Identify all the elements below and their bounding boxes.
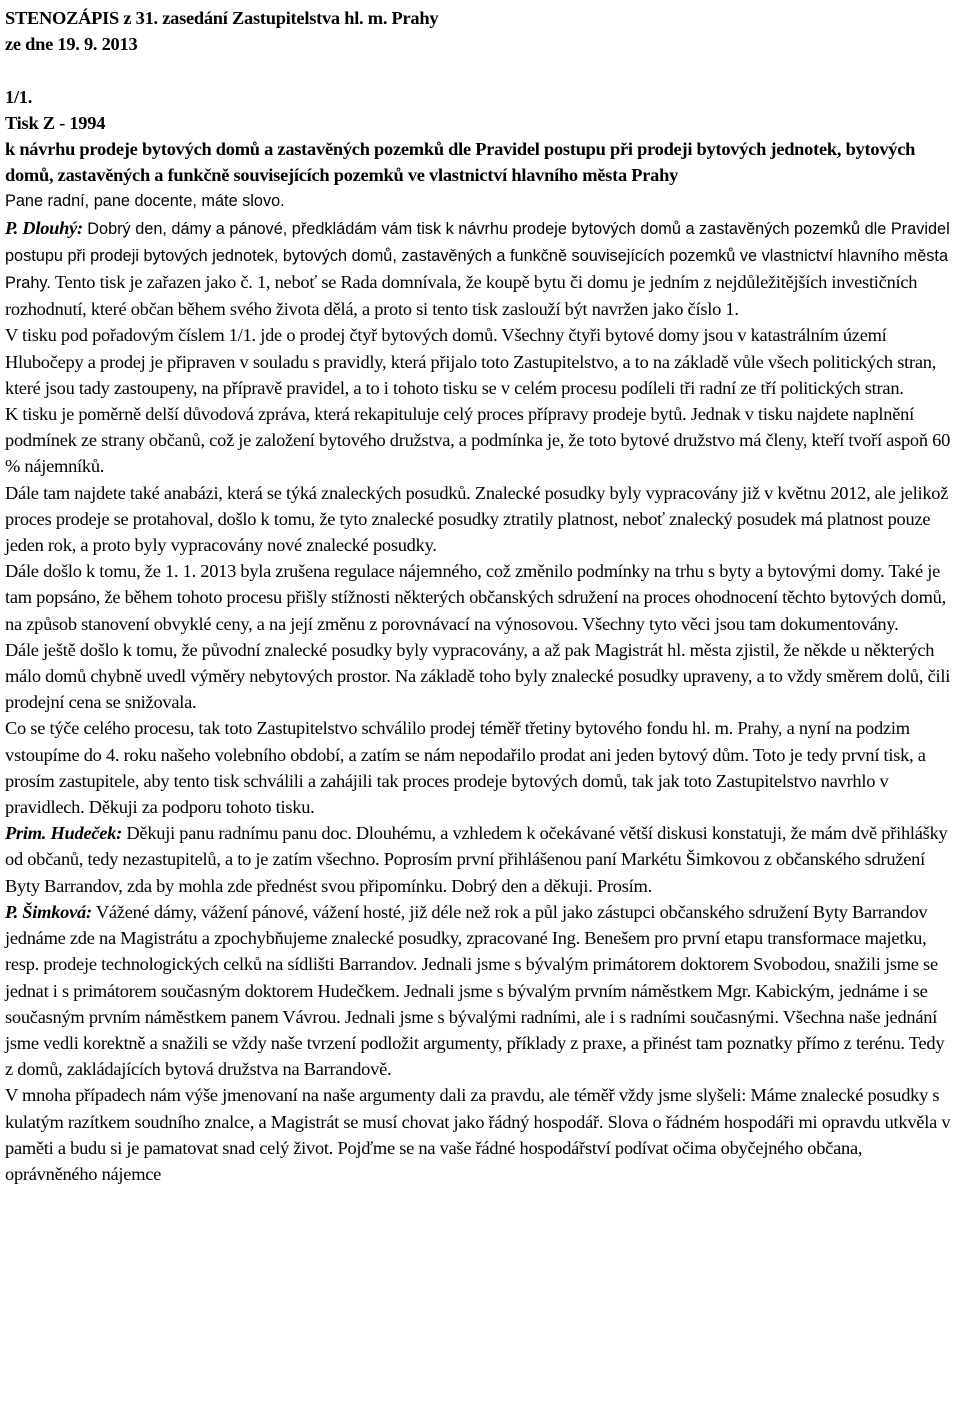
speech-paragraph: Co se týče celého procesu, tak toto Zastupitelstvo schválilo prodej téměř třetiny bytového fondu hl. m. Prahy, a nyní na podzim vstoupíme do 4. roku našeho volebního období, a zatím se nám nepodařilo prodat ani jeden bytový dům. Toto je tedy první tisk, a prosím zastupitele, aby tento tisk schválili a zahájili tak proces prodeje bytových domů, tak jak toto Zastupitelstvo navrhlo v pravidlech. Děkuji za podporu tohoto tisku. bbox=[5, 718, 926, 818]
speech-simkova-text bbox=[5, 899, 954, 1082]
agenda-item bbox=[5, 84, 954, 189]
speech-hudecek bbox=[5, 820, 954, 899]
speaker-name: Prim. Hudeček: bbox=[5, 823, 123, 844]
speech-paragraph: Dále tam najdete také anabázi, která se týká znaleckých posudků. Znalecké posudky byly vypracovány již v květnu 2012, ale jelikož proces prodeje se protahoval, došlo k tomu, že tyto znalecké posudky ztratily platnost, neboť znalecký posudek má platnost pouze jeden rok, a proto byly vypracovány nové znalecké posudky. bbox=[5, 482, 949, 556]
spacer bbox=[5, 57, 954, 83]
speech-hudecek-text bbox=[5, 820, 954, 899]
speech-paragraph: V mnoha případech nám výše jmenovaní na naše argumenty dali za pravdu, ale téměř vždy jsme slyšeli: Máme znalecké posudky s kulatým razítkem soudního znalce, a Magistrát se musí chovat jako řádný hospodář. Slova o řádném hospodáři mi opravdu utkvěla v paměti a budu si je pamatovat snad celý život. Pojďme se na vaše řádné hospodářství podívat očima obyčejného občana, oprávněného nájemce bbox=[5, 1085, 951, 1184]
chair-intro: Pane radní, pane docente, máte slovo. bbox=[5, 192, 285, 211]
speech-simkova bbox=[5, 899, 954, 1187]
speech-text: Tento tisk je zařazen jako č. 1, neboť se Rada domnívala, že koupě bytu či domu je jedním z nejdůležitějších investičních rozhodnutí, které občan během svého života dělá, a proto si tento tisk zaslouží být navržen jako číslo 1. bbox=[5, 272, 918, 320]
speech-dlouhy bbox=[5, 215, 954, 821]
speech-paragraph: Dále došlo k tomu, že 1. 1. 2013 byla zrušena regulace nájemného, což změnilo podmínky na trhu s byty a bytovými domy. Také je tam popsáno, že během tohoto procesu přišly stížnosti některých občanských sdružení na proces ohodnocení těchto bytových domů, na způsob stanovení obvyklé ceny, a na její změnu z porovnávací na výnosovou. Všechny tyto věci jsou tam dokumentovány. bbox=[5, 561, 946, 634]
record-header bbox=[5, 5, 954, 57]
speech-text: Dobrý den, dámy a pánové, předkládám vám tisk k návrhu prodeje bytových domů a zastavěných pozemků dle Pravidel postupu při prodeji bytových jednotek, bytových domů, zastavěných a funkčně souvisejících pozemků ve vlastnictví hlavního města Prahy. bbox=[5, 219, 950, 293]
agenda-item-number: 1/1. bbox=[5, 86, 33, 107]
speech-text: Vážené dámy, vážení pánové, vážení hosté, již déle než rok a půl jako zástupci občanského sdružení Byty Barrandov jednáme zde na Magistrátu a zpochybňujeme znalecké posudky, zpracované Ing. Benešem pro první etapu transformace majetku, resp. prodeje technologických celků na sídlišti Barrandov. Jednali jsme s bývalým primátorem doktorem Svobodou, snažili jsme se jednat i s primátorem současným doktorem Hudečkem. Jednali jsme s bývalým prvním náměstkem Mgr. Kabickým, jednáme i se současným prvním náměstkem panem Vávrou. Jednali jsme s bývalými radními, ale i s radními současnými. Všechna naše jednání jsme vedli korektně a snažili se vždy naše tvrzení podložit argumenty, příklady z praxe, a přinést tam poznatky přímo z terénu. Tedy z domů, zakládajících bytová družstva na Barrandově. bbox=[5, 901, 945, 1080]
record-title: STENOZÁPIS z 31. zasedání Zastupitelstva hl. m. Prahy bbox=[5, 8, 439, 28]
speech-paragraph: K tisku je poměrně delší důvodová zpráva, která rekapituluje celý proces přípravy prodeje bytů. Jednak v tisku najdete naplnění podmínek ze strany občanů, což je založení bytového družstva, a podmínka je, že toto bytové družstvo má členy, kteří tvoří aspoň 60 % nájemníků. bbox=[5, 404, 951, 477]
record-date: ze dne 19. 9. 2013 bbox=[5, 34, 138, 55]
print-number: Tisk Z - 1994 bbox=[5, 112, 106, 133]
agenda-item-title: k návrhu prodeje bytových domů a zastavěných pozemků dle Pravidel postupu při prodeji bytových jednotek, bytových domů, zastavěných a funkčně souvisejících pozemků ve vlastnictví hlavního města Prahy bbox=[5, 139, 916, 186]
speech-paragraph: Dále ještě došlo k tomu, že původní znalecké posudky byly vypracovány, a až pak Magistrát hl. města zjistil, že někde u některých málo domů chybně uvedl výměry nebytových prostor. Na základě toho byly znalecké posudky upraveny, a to vždy směrem dolů, čili prodejní cena se snižovala. bbox=[5, 639, 951, 713]
speaker-name: P. Dlouhý: bbox=[5, 217, 83, 238]
speaker-name: P. Šimková: bbox=[5, 901, 92, 922]
speech-text: Děkuji panu radnímu panu doc. Dlouhému, a vzhledem k očekávané větší diskusi konstatuji, že mám dvě přihlášky od občanů, tedy nezastupitelů, a to je zatím všechno. Poprosím první přihlášenou paní Markétu Šimkovou z občanského sdružení Byty Barrandov, zda by mohla zde přednést svou připomínku. Dobrý den a děkuji. Prosím. bbox=[5, 823, 948, 896]
speech-paragraph: V tisku pod pořadovým číslem 1/1. jde o prodej čtyř bytových domů. Všechny čtyři bytové domy jsou v katastrálním území Hlubočepy a prodej je připraven v souladu s pravidly, která přijalo toto Zastupitelstvo, a to na základě vůle všech politických stran, které jsou tady zastoupeny, na přípravě pravidel, a to i tohoto tisku se v celém procesu podíleli tři radní ze tří politických stran. bbox=[5, 325, 937, 398]
speech-dlouhy-opening bbox=[5, 215, 954, 323]
